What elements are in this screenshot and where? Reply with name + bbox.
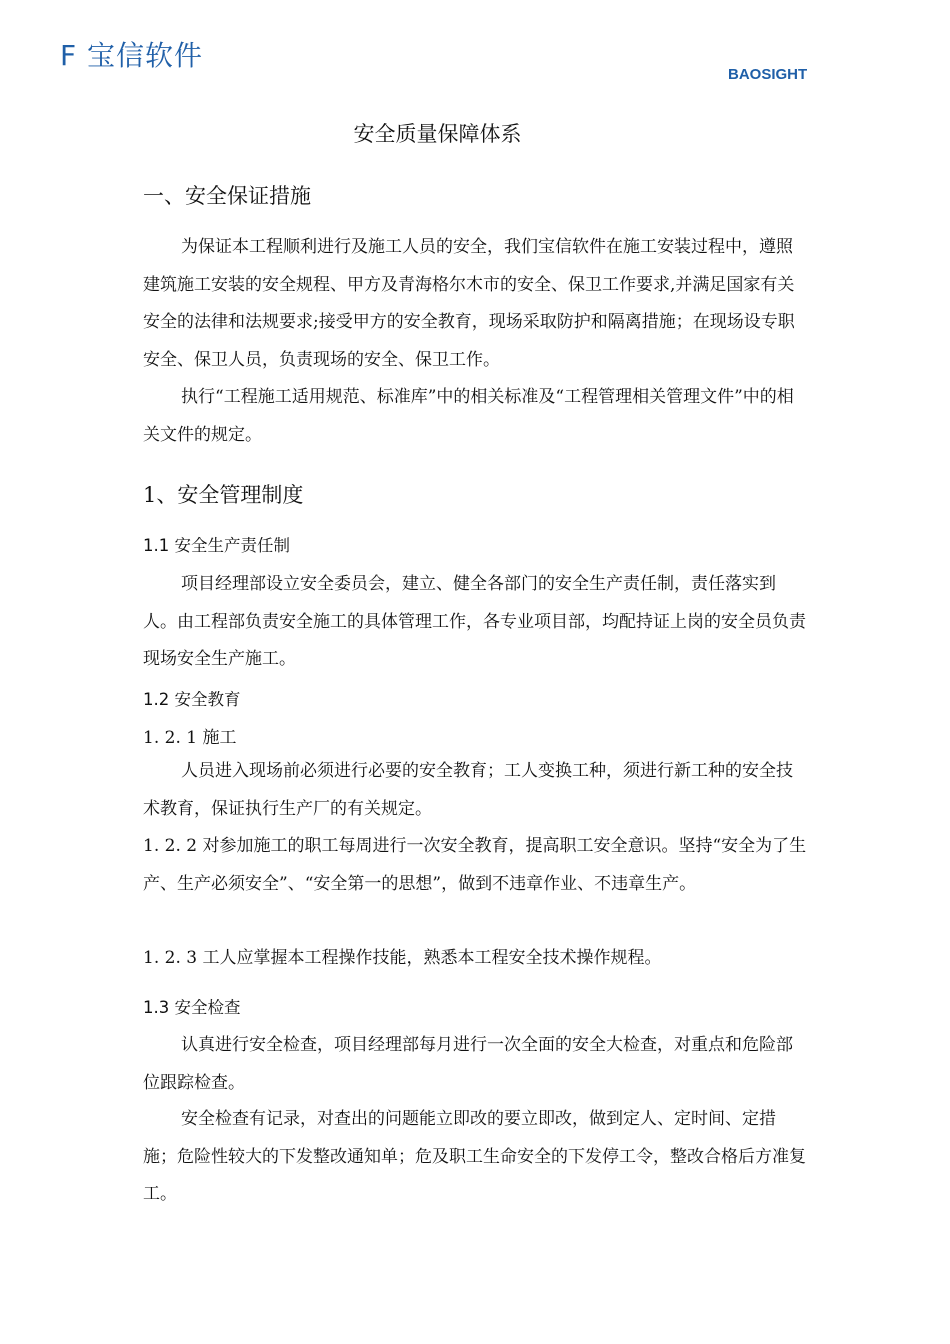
paragraph: 1. 2. 2 对参加施工的职工每周进行一次安全教育，提高职工安全意识。坚持“安全为了生产、生产必须安全”、“安全第一的思想”，做到不违章作业、不违章生产。 xyxy=(143,836,807,894)
paragraph: 执行“工程施工适用规范、标准库”中的相关标准及“工程管理相关管理文件”中的相关文件的规定。 xyxy=(143,387,794,445)
subsection-heading: 1、安全管理制度 xyxy=(143,483,304,507)
paragraph: 项目经理部设立安全委员会，建立、健全各部门的安全生产责任制，责任落实到人。由工程部负责安全施工的具体管理工作，各专业项目部，均配持证上岗的安全员负责现场安全生产施工。 xyxy=(143,574,806,669)
brand-name: BAOSIGHT xyxy=(728,66,808,83)
subsection-heading: 1.3 安全检查 xyxy=(143,998,241,1017)
section-heading: 一、安全保证措施 xyxy=(143,184,311,208)
paragraph: 为保证本工程顺利进行及施工人员的安全，我们宝信软件在施工安装过程中，遵照建筑施工安装的安全规程、甲方及青海格尔木市的安全、保卫工作要求,并满足国家有关安全的法律和法规要求;接受甲方的安全教育，现场采取防护和隔离措施；在现场设专职安全、保卫人员，负责现场的安全、保卫工作。 xyxy=(143,237,795,370)
paragraph: 人员进入现场前必须进行必要的安全教育；工人变换工种，须进行新工种的安全技术教育，保证执行生产厂的有关规定。 xyxy=(143,761,793,819)
subsection-heading: 1.1 安全生产责任制 xyxy=(143,536,290,555)
paragraph: 1. 2. 3 工人应掌握本工程操作技能，熟悉本工程安全技术操作规程。 xyxy=(143,948,662,968)
subsection-heading: 1.2 安全教育 xyxy=(143,690,241,709)
paragraph: 认真进行安全检查，项目经理部每月进行一次全面的安全大检查，对重点和危险部位跟踪检查。 xyxy=(143,1035,793,1093)
paragraph: 安全检查有记录，对查出的问题能立即改的要立即改，做到定人、定时间、定措施；危险性较大的下发整改通知单；危及职工生命安全的下发停工令，整改合格后方准复工。 xyxy=(143,1109,806,1204)
page-title: 安全质量保障体系 xyxy=(353,122,522,146)
subsection-heading: 1. 2. 1 施工 xyxy=(143,728,237,748)
company-logo: F 宝信软件 xyxy=(60,39,204,72)
